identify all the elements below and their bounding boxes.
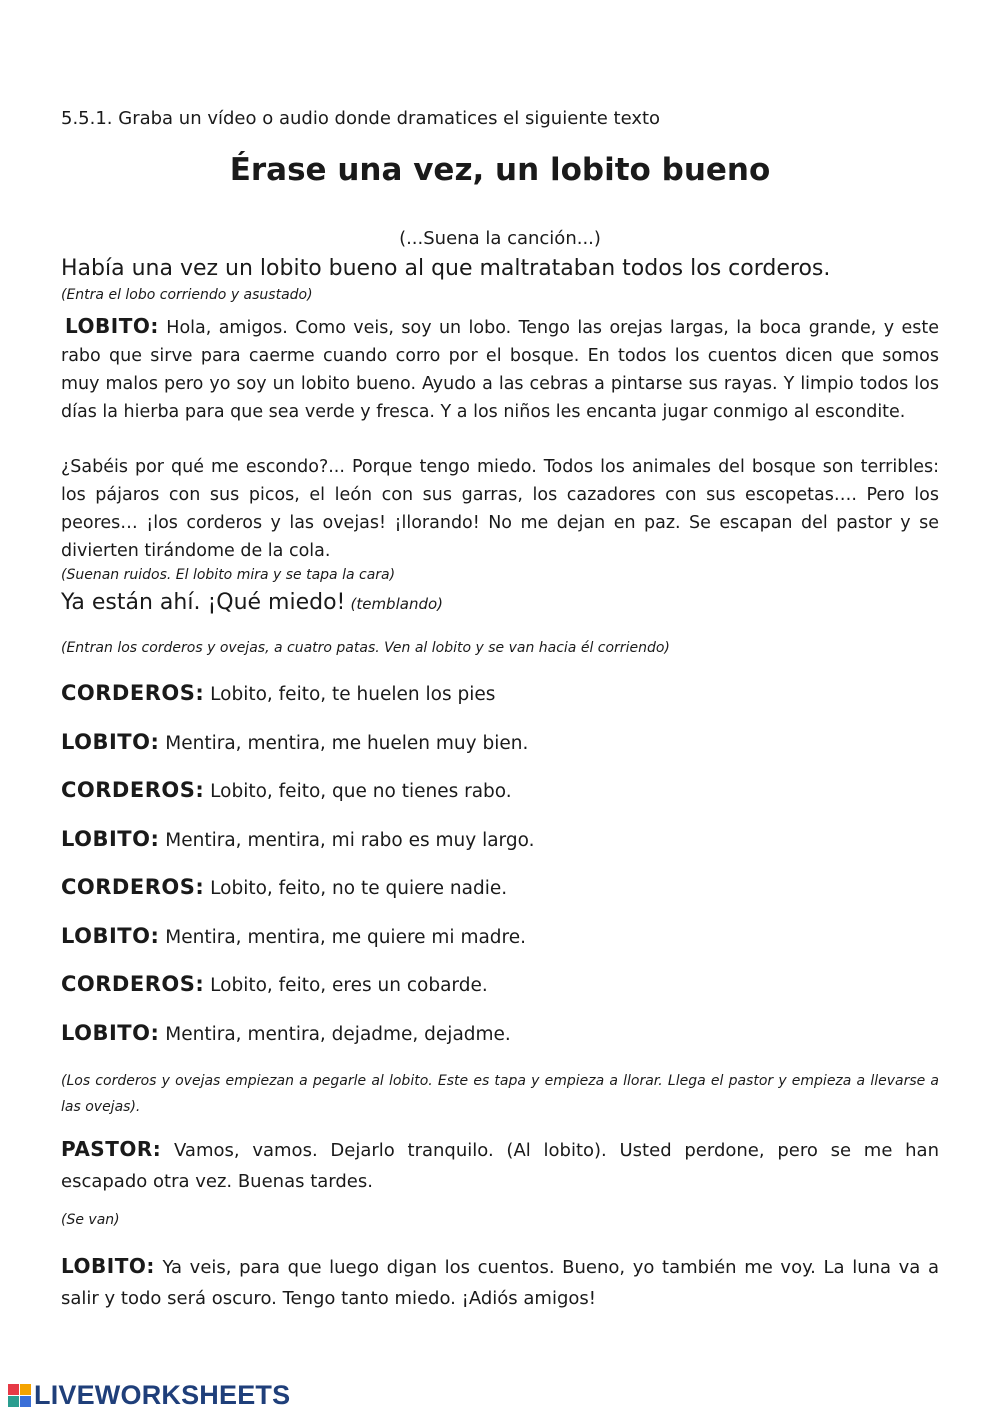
- footer-logo: [8, 1380, 290, 1411]
- speaker-label: PASTOR:: [61, 1137, 162, 1161]
- stage-direction-4: (Los corderos y ovejas empiezan a pegarle al lobito. Este es tapa y empieza a llorar. Llega el pastor y empieza a llevarse a las ovejas).: [61, 1073, 939, 1115]
- lobito-monologue: [61, 312, 939, 426]
- dialogue-text: Lobito, feito, te huelen los pies: [210, 684, 496, 705]
- dialogue-line: [61, 875, 507, 899]
- speaker-label: LOBITO:: [61, 1021, 160, 1045]
- dialogue-text: Mentira, mentira, me huelen muy bien.: [165, 733, 529, 754]
- stage-direction-1: (Entra el lobo corriendo y asustado): [61, 287, 313, 303]
- speaker-label: LOBITO:: [61, 730, 160, 754]
- stage-direction-5: (Se van): [61, 1212, 120, 1228]
- logo-blocks-icon: [8, 1384, 31, 1407]
- brand-text: LIVEWORKSHEETS: [34, 1380, 291, 1410]
- speaker-label: LOBITO:: [61, 924, 160, 948]
- final-line: [61, 1251, 939, 1314]
- speaker-label: CORDEROS:: [61, 681, 205, 705]
- monologue-text-1: Hola, amigos. Como veis, soy un lobo. Tengo las orejas largas, la boca grande, y este rabo que sirve para caerme cuando corro por el bosque. En todos los cuentos dicen que somos muy malos pero yo soy un lobito bueno. Ayudo a las cebras a pintarse sus rayas. Y limpio todos los días la hierba para que sea verde y fresca. Y a los niños les encanta jugar conmigo al escondite.: [61, 318, 939, 422]
- speaker-label: LOBITO:: [65, 314, 159, 338]
- dialogue-text: Lobito, feito, que no tienes rabo.: [210, 781, 512, 802]
- dialogue-text: Mentira, mentira, me quiere mi madre.: [165, 927, 527, 948]
- intro-line: Había una vez un lobito bueno al que maltrataban todos los corderos.: [61, 256, 831, 281]
- lobito-monologue-2: ¿Sabéis por qué me escondo?... Porque tengo miedo. Todos los animales del bosque son terribles: los pájaros con sus picos, el león con sus garras, los cazadores con sus escopetas…. Pero los peores… ¡los corderos y las ovejas! ¡llorando! No me dejan en paz. Se escapan del pastor y se divierten tirándome de la cola.: [61, 457, 939, 561]
- dialogue-line: [61, 827, 534, 851]
- speaker-label: LOBITO:: [61, 1254, 155, 1278]
- dialogue-text: Lobito, feito, no te quiere nadie.: [210, 878, 508, 899]
- dialogue-text: Mentira, mentira, dejadme, dejadme.: [165, 1024, 511, 1045]
- dialogue-line: [61, 730, 528, 754]
- dialogue-text: Mentira, mentira, mi rabo es muy largo.: [165, 830, 535, 851]
- pastor-line: [61, 1134, 939, 1197]
- pastor-text: Vamos, vamos. Dejarlo tranquilo. (Al lobito). Usted perdone, pero se me han escapado otra vez. Buenas tardes.: [61, 1140, 939, 1192]
- fear-note: (temblando): [350, 595, 443, 613]
- speaker-label: CORDEROS:: [61, 778, 205, 802]
- dialogue-line: [61, 972, 488, 996]
- stage-direction-2: (Suenan ruidos. El lobito mira y se tapa la cara): [61, 567, 396, 583]
- fear-line: [61, 590, 443, 615]
- speaker-label: CORDEROS:: [61, 875, 205, 899]
- dialogue-line: [61, 778, 512, 802]
- dialogue-line: [61, 1021, 511, 1045]
- stage-direction-3: (Entran los corderos y ovejas, a cuatro patas. Ven al lobito y se van hacia él corriendo): [61, 640, 670, 656]
- dialogue-line: [61, 681, 495, 705]
- dialogue-line: [61, 924, 526, 948]
- dialogue-text: Lobito, feito, eres un cobarde.: [210, 975, 488, 996]
- song-note: (...Suena la canción...): [399, 228, 601, 249]
- page-title: Érase una vez, un lobito bueno: [229, 152, 771, 188]
- speaker-label: LOBITO:: [61, 827, 160, 851]
- fear-text: Ya están ahí. ¡Qué miedo!: [61, 590, 346, 615]
- final-text: Ya veis, para que luego digan los cuentos. Bueno, yo también me voy. La luna va a salir y todo será oscuro. Tengo tanto miedo. ¡Adiós amigos!: [61, 1257, 939, 1309]
- instruction: 5.5.1. Graba un vídeo o audio donde dramatices el siguiente texto: [61, 108, 661, 129]
- speaker-label: CORDEROS:: [61, 972, 205, 996]
